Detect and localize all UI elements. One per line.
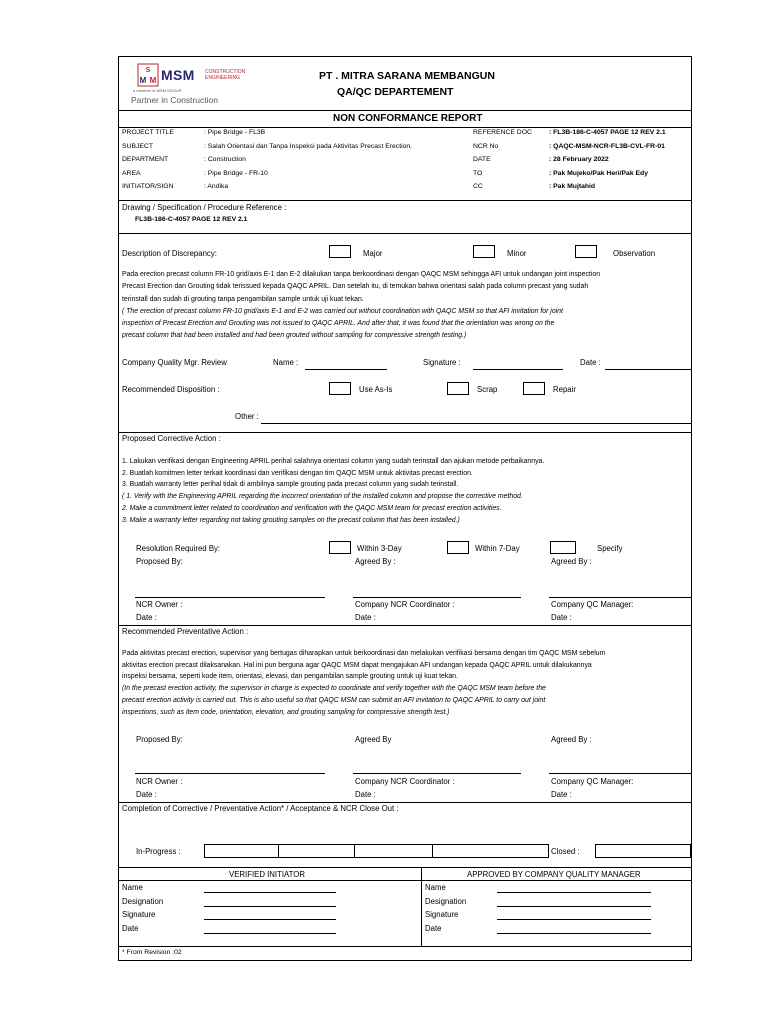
ncr-owner-label: NCR Owner :: [136, 600, 183, 609]
logo-member: a member of MSM GROUP: [133, 88, 182, 93]
drawing-value: FL3B-186-C-4057 PAGE 12 REV 2.1: [135, 216, 248, 223]
use-as-is-checkbox[interactable]: [329, 382, 351, 395]
repair-label: Repair: [553, 385, 576, 394]
info-row: DATE : 28 February 2022: [473, 156, 609, 163]
date-label: Date :: [551, 613, 572, 622]
agreed-by-label: Agreed By :: [355, 557, 396, 566]
minor-label: Minor: [507, 249, 527, 258]
field-row: Designation: [425, 897, 466, 911]
review-date-label: Date :: [580, 358, 601, 367]
major-label: Major: [363, 249, 383, 258]
in-progress-box[interactable]: [204, 844, 549, 858]
review-name-line[interactable]: [305, 369, 387, 370]
date-label: Date :: [136, 790, 157, 799]
other-line[interactable]: [261, 423, 691, 424]
coordinator-label: Company NCR Coordinator :: [355, 777, 455, 786]
svg-text:S: S: [145, 67, 151, 74]
ncr-owner-line[interactable]: [135, 597, 325, 598]
within-3-day-checkbox[interactable]: [329, 541, 351, 554]
date-label: Date :: [355, 790, 376, 799]
repair-checkbox[interactable]: [523, 382, 545, 395]
field-row: Designation: [122, 897, 163, 911]
coordinator-line[interactable]: [353, 597, 521, 598]
logo-subtitle: CONSTRUCTION ENGINEERING: [205, 69, 246, 81]
agreed-by-label: Agreed By :: [551, 735, 592, 744]
company-name: PT . MITRA SARANA MEMBANGUN: [319, 70, 495, 82]
minor-checkbox[interactable]: [473, 245, 495, 258]
ncr-form: [118, 56, 692, 961]
field-row: Date: [425, 924, 466, 938]
agreed-by-label: Agreed By :: [551, 557, 592, 566]
info-left: [122, 129, 412, 197]
discrepancy-label: Description of Discrepancy:: [122, 249, 217, 258]
drawing-label: Drawing / Specification / Procedure Reference :: [122, 203, 287, 212]
svg-text:M: M: [149, 76, 157, 85]
major-checkbox[interactable]: [329, 245, 351, 258]
field-row: Date: [122, 924, 163, 938]
approved-by-title: APPROVED BY COMPANY QUALITY MANAGER: [467, 870, 641, 879]
info-row: DEPARTMENT : Construction: [122, 156, 246, 163]
info-right: [473, 129, 666, 197]
review-signature-label: Signature :: [423, 358, 461, 367]
ncr-owner-line[interactable]: [135, 773, 325, 774]
review-signature-line[interactable]: [473, 369, 563, 370]
info-row: SUBJECT : Salah Orientasi dan Tanpa Inspeksi pada Aktivitas Precast Erection.: [122, 142, 413, 150]
observation-checkbox[interactable]: [575, 245, 597, 258]
field-row: Signature: [122, 910, 163, 924]
info-row: PROJECT TITLE : Pipe Bridge - FL3B: [122, 129, 266, 136]
department-name: QA/QC DEPARTEMENT: [337, 86, 454, 98]
completion-label: Completion of Corrective / Preventative Action* / Acceptance & NCR Close Out :: [122, 804, 399, 813]
proposed-by-label: Proposed By:: [136, 557, 183, 566]
svg-text:M: M: [139, 76, 147, 85]
other-label: Other :: [235, 412, 259, 421]
agreed-by-label: Agreed By: [355, 735, 392, 744]
approved-by-fields: [425, 883, 466, 937]
verified-initiator-fields: [122, 883, 163, 937]
specify-checkbox[interactable]: [550, 541, 576, 554]
date-label: Date :: [136, 613, 157, 622]
field-row: Name: [425, 883, 466, 897]
specify-label: Specify: [597, 544, 623, 553]
report-title: NON CONFORMANCE REPORT: [333, 113, 483, 124]
info-row: AREA : Pipe Bridge - FR-10: [122, 169, 268, 177]
qc-manager-label: Company QC Manager:: [551, 600, 634, 609]
company-logo: [119, 57, 259, 109]
info-row: CC : Pak Mujtahid: [473, 183, 596, 190]
discrepancy-text: Pada erection precast column FR-10 grid/axis E-1 dan E-2 dilakukan tanpa berkoordinasi dengan QAQC MSM sehingga AFI untuk undangan joint inspection Precast Erection dan Grouting tidak terissued kepada QAQC APRIL. Dan setelah itu, di temukan bahwa orientasi salah pada column precast yang sudah terinstall dan sudah di grouting tanpa pengambilan sample untuk uji kuat tekan. ( The erection of precast column FR-10 grid/axis E-1 and E-2 was carried out without coordination with QAQC MSM so that AFI invitation for joint inspection of Precast Erection and Grouting was not issued to QAQC APRIL. And after that, it was found that the orientation was wrong on the precast column that had been installed and had been grouted without sampling for compressive strength testing.): [122, 271, 601, 340]
within-7-day-checkbox[interactable]: [447, 541, 469, 554]
preventive-label: Recommended Preventative Action :: [122, 627, 249, 636]
within-7-day-label: Within 7-Day: [475, 544, 520, 553]
corrective-label: Proposed Corrective Action :: [122, 434, 221, 443]
closed-label: Closed :: [551, 847, 580, 856]
coordinator-label: Company NCR Coordinator :: [355, 600, 455, 609]
review-label: Company Quality Mgr. Review: [122, 358, 227, 367]
info-row: TO : Pak Mujeko/Pak Heri/Pak Edy: [473, 169, 648, 177]
field-row: Name: [122, 883, 163, 897]
resolution-label: Resolution Required By:: [136, 544, 221, 553]
logo-tagline: Partner in Construction: [131, 95, 218, 105]
scrap-checkbox[interactable]: [447, 382, 469, 395]
closed-box[interactable]: [595, 844, 691, 858]
in-progress-label: In-Progress :: [136, 847, 181, 856]
msm-logo-icon: [137, 63, 159, 87]
coordinator-line[interactable]: [353, 773, 521, 774]
info-row: REFERENCE DOC : FL3B-186-C-4057 PAGE 12 REV 2.1: [473, 129, 666, 136]
proposed-by-label: Proposed By:: [136, 735, 183, 744]
review-name-label: Name :: [273, 358, 299, 367]
info-row: INITIATOR/SIGN : Andika: [122, 183, 229, 190]
use-as-is-label: Use As-Is: [359, 385, 393, 394]
qc-manager-label: Company QC Manager:: [551, 777, 634, 786]
disposition-label: Recommended Disposition :: [122, 385, 220, 394]
field-row: Signature: [425, 910, 466, 924]
ncr-owner-label: NCR Owner :: [136, 777, 183, 786]
date-label: Date :: [551, 790, 572, 799]
revision-note: * From Revision :02: [122, 949, 182, 956]
preventive-text: Pada aktivitas precast erection, supervisor yang bertugas diharapkan untuk berkoordinasi dan melakukan verifikasi bersama dengan tim QAQC MSM sebelum aktivitas erection precast dilaksanakan. Hal ini pun berguna agar QAQC MSM dapat mengajukan AFI undangan kepada QAQC APRIL untuk dilakukannya inspeksi bersama, seperti kode item, orientasi, elevasi, dan pengambilan sample grouting untuk uji kuat tekan. (In the precast erection activity, the supervisor in charge is expected to coordinate and verify together with the QAQC MSM team before the precast erection activity is carried out. This is also useful so that QAQC MSM can submit an AFI invitation to QAQC APRIL to carry out joint inspections, such as item code, orientation, elevation, and grouting sampling for compressive strength test.): [122, 650, 606, 716]
scrap-label: Scrap: [477, 385, 498, 394]
verified-initiator-title: VERIFIED INITIATOR: [229, 870, 305, 879]
within-3-day-label: Within 3-Day: [357, 544, 402, 553]
corrective-text: 1. Lakukan verifikasi dengan Engineering APRIL perihal salahnya orientasi column yang sudah terinstall dan ajukan metode perbaikannya. 2. Buatlah komitmen letter terkait koordinasi dan verifikasi dengan tim QAQC MSM untuk aktivitas precast erection. 3. Buatlah warranty letter perihal tidak di ambilnya sample grouting pada precast column yang sudah terinstall. ( 1. Verify with the Engineering APRIL regarding the incorrect orientation of the installed column and propose the corrective method. 2. Make a commitment letter related to coordination and verification with the QAQC MSM team for precast erection activities. 3. Make a warranty letter regarding not taking grouting samples on the precast column that has been installed.): [122, 458, 545, 524]
date-label: Date :: [355, 613, 376, 622]
info-row: NCR No : QAQC-MSM-NCR-FL3B-CVL-FR-01: [473, 142, 665, 150]
logo-brand: MSM: [161, 67, 195, 83]
review-date-line[interactable]: [605, 369, 691, 370]
observation-label: Observation: [613, 249, 656, 258]
qc-manager-line[interactable]: [549, 773, 691, 774]
qc-manager-line[interactable]: [549, 597, 691, 598]
